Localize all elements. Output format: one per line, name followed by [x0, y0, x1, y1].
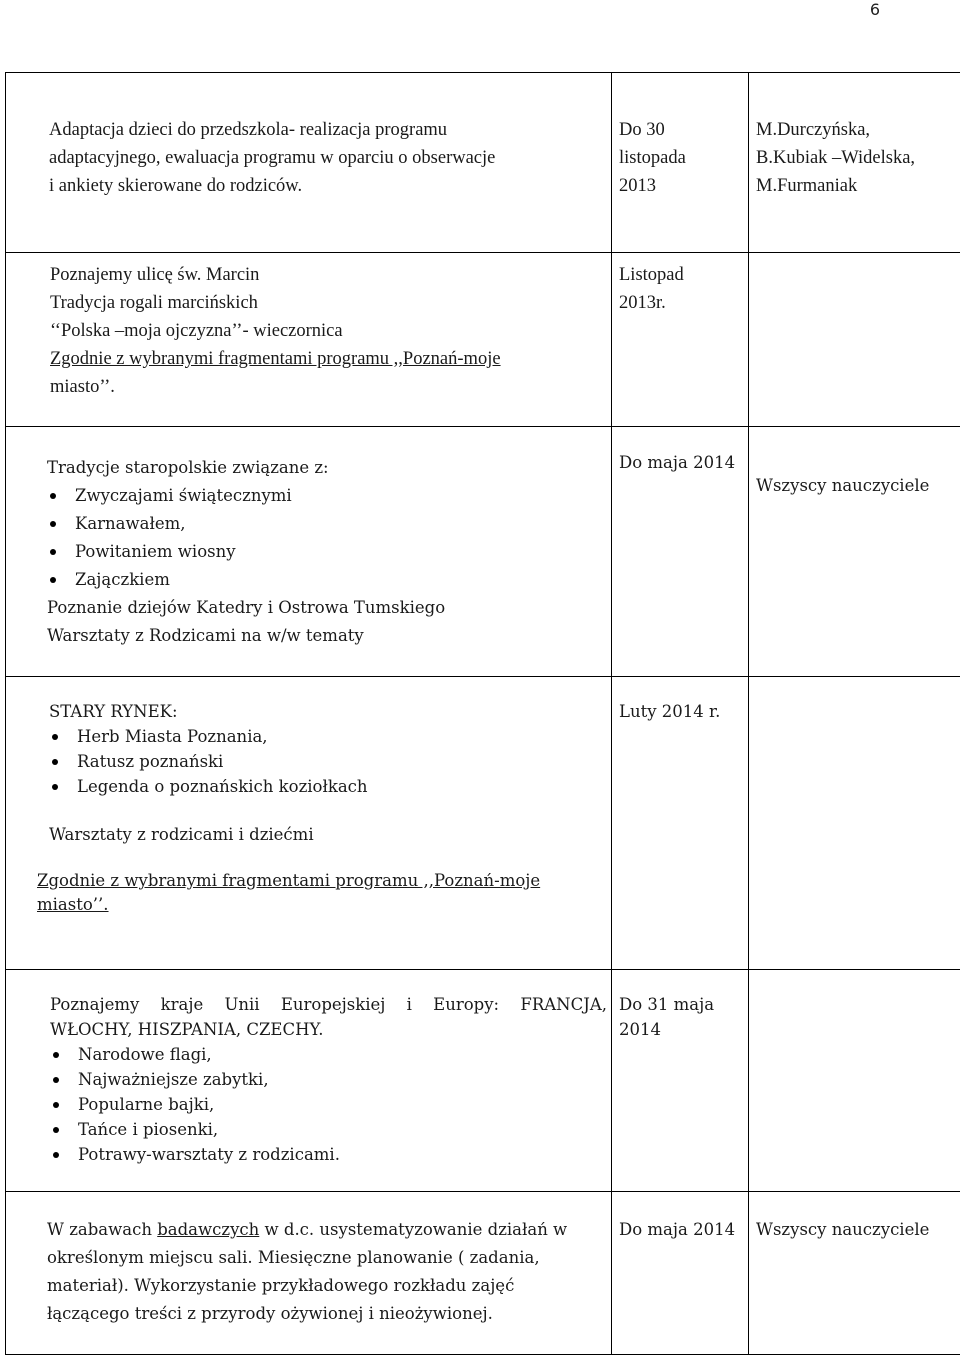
- list-item: Legenda o poznańskich koziołkach: [49, 774, 605, 799]
- list-item: Najważniejsze zabytki,: [50, 1067, 607, 1092]
- table-row: [6, 1192, 960, 1355]
- responsible-line: B.Kubiak –Widelska,: [756, 148, 916, 168]
- content-line: adaptacyjnego, ewaluacja programu w oparciu o obserwacje: [49, 148, 496, 168]
- responsible-cell: [749, 73, 960, 253]
- plan-table: [5, 72, 960, 1355]
- content-line: materiał). Wykorzystanie przykładowego rozkładu zajęć: [47, 1276, 515, 1295]
- list-item: Zwyczajami świątecznymi: [47, 482, 605, 510]
- list-item: Powitaniem wiosny: [47, 538, 605, 566]
- content-cell: [6, 1192, 612, 1355]
- term-cell: [612, 427, 749, 677]
- list-item: Herb Miasta Poznania,: [49, 724, 605, 749]
- intro-line: STARY RYNEK:: [49, 702, 178, 721]
- list-item: Narodowe flagi,: [50, 1042, 607, 1067]
- responsible-cell: [749, 427, 960, 677]
- intro-line: WŁOCHY, HISZPANIA, CZECHY.: [50, 1020, 324, 1039]
- responsible-line: M.Furmaniak: [756, 176, 858, 196]
- content-line: Warsztaty z rodzicami i dziećmi: [49, 825, 314, 844]
- term-line: 2014: [619, 1020, 661, 1039]
- content-line: łączącego treści z przyrody ożywionej i nieożywionej.: [47, 1304, 493, 1323]
- list-item: Potrawy-warsztaty z rodzicami.: [50, 1142, 607, 1167]
- content-line: Warsztaty z Rodzicami na w/w tematy: [47, 626, 364, 645]
- content-cell: [6, 73, 612, 253]
- term-cell: [612, 253, 749, 427]
- term-cell: [612, 1192, 749, 1355]
- intro-line: Poznajemy kraje Unii Europejskiej i Europy: FRANCJA,: [50, 995, 607, 1014]
- responsible-line: Wszyscy nauczyciele: [756, 1220, 930, 1239]
- underlined-word: badawczych: [157, 1220, 260, 1239]
- program-line: miasto’’.: [37, 895, 109, 914]
- responsible-line: Wszyscy nauczyciele: [756, 476, 930, 495]
- table-row: [6, 73, 960, 253]
- page-number: 6: [869, 0, 880, 19]
- program-line: Zgodnie z wybranymi fragmentami programu ,,Poznań-moje: [50, 349, 501, 369]
- content-cell: [6, 970, 612, 1192]
- term-line: 2013: [619, 176, 656, 196]
- content-line: i ankiety skierowane do rodziców.: [49, 176, 303, 196]
- table-row: [6, 253, 960, 427]
- content-line: Poznanie dziejów Katedry i Ostrowa Tumskiego: [47, 598, 446, 617]
- term-cell: [612, 73, 749, 253]
- content-cell: [6, 253, 612, 427]
- content-cell: [6, 677, 612, 970]
- term-line: Listopad: [619, 265, 684, 285]
- term-cell: [612, 970, 749, 1192]
- list-item: Zajączkiem: [47, 566, 605, 594]
- term-line: Do 30: [619, 120, 665, 140]
- content-line: miasto’’.: [50, 377, 115, 397]
- text-fragment: w d.c. usystematyzowanie działań w: [259, 1220, 568, 1239]
- content-line: określonym miejscu sali. Miesięczne planowanie ( zadania,: [47, 1248, 540, 1267]
- content-line: Adaptacja dzieci do przedszkola- realizacja programu: [49, 120, 448, 140]
- content-line: ‘‘Polska –moja ojczyzna’’- wieczornica: [50, 321, 343, 341]
- term-line: Do maja 2014: [619, 453, 736, 472]
- responsible-cell: [749, 253, 960, 427]
- responsible-cell: [749, 677, 960, 970]
- table-row: [6, 677, 960, 970]
- content-line: Tradycja rogali marcińskich: [50, 293, 258, 313]
- content-cell: [6, 427, 612, 677]
- content-line: Poznajemy ulicę św. Marcin: [50, 265, 260, 285]
- responsible-line: M.Durczyńska,: [756, 120, 871, 140]
- list-item: Ratusz poznański: [49, 749, 605, 774]
- term-line: Do maja 2014: [619, 1220, 736, 1239]
- list-item: Karnawałem,: [47, 510, 605, 538]
- term-line: listopada: [619, 148, 686, 168]
- term-cell: [612, 677, 749, 970]
- intro-line: Tradycje staropolskie związane z:: [47, 458, 329, 477]
- responsible-cell: [749, 970, 960, 1192]
- list-item: Tańce i piosenki,: [50, 1117, 607, 1142]
- table-row: [6, 970, 960, 1192]
- table-row: [6, 427, 960, 677]
- term-line: 2013r.: [619, 293, 666, 313]
- text-fragment: W zabawach: [47, 1220, 158, 1239]
- term-line: Do 31 maja: [619, 995, 715, 1014]
- term-line: Luty 2014 r.: [619, 702, 721, 721]
- content-line: [47, 1216, 605, 1244]
- list-item: Popularne bajki,: [50, 1092, 607, 1117]
- program-line: Zgodnie z wybranymi fragmentami programu ,,Poznań-moje: [37, 871, 541, 890]
- responsible-cell: [749, 1192, 960, 1355]
